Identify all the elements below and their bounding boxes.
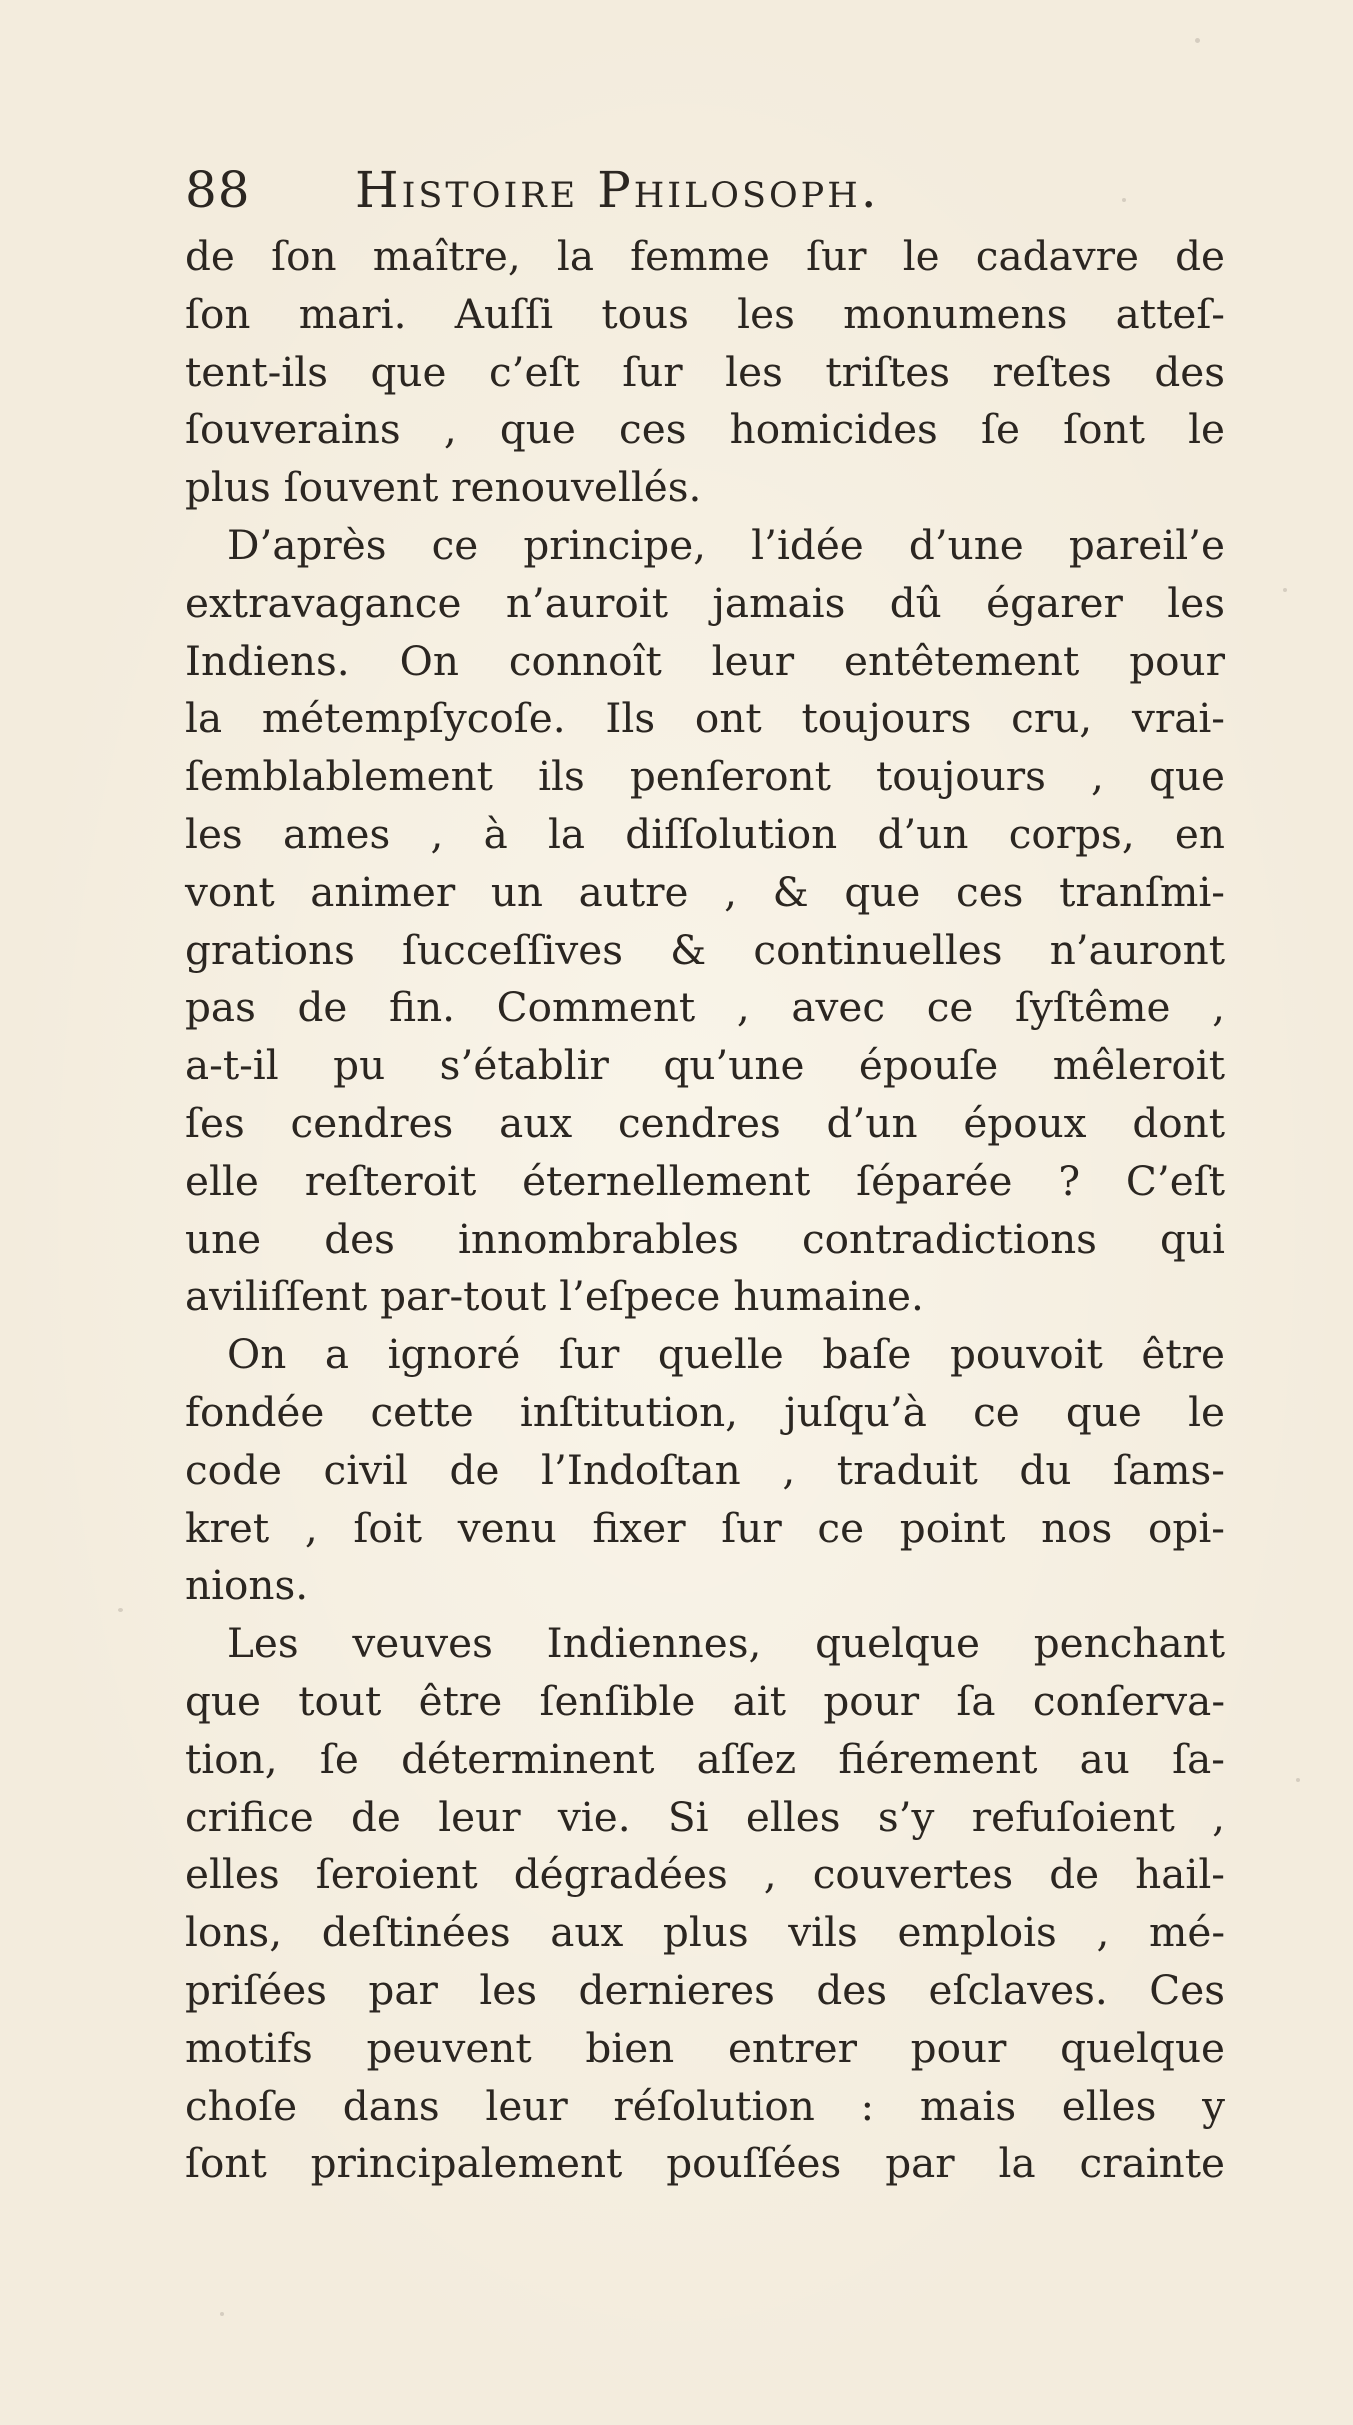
text-line: tion, ſe déterminent aſſez fiérement au ſa- xyxy=(185,1734,1225,1783)
paragraph-start-line: On a ignoré ſur quelle baſe pouvoit être xyxy=(227,1330,1225,1379)
text-line: choſe dans leur réſolution : mais elles y xyxy=(185,2081,1225,2130)
text-line: crifice de leur vie. Si elles s’y refuſoient , xyxy=(185,1792,1225,1841)
paper-speck xyxy=(1283,588,1287,592)
text-line: extravagance n’auroit jamais dû égarer les xyxy=(185,578,1225,627)
text-line: a-t-il pu s’établir qu’une épouſe mêleroit xyxy=(185,1041,1225,1090)
text-line: fondée cette inſtitution, juſqu’à ce que le xyxy=(185,1387,1225,1436)
text-line: plus ſouvent renouvellés. xyxy=(185,463,702,512)
text-line: la métempſycoſe. Ils ont toujours cru, vrai- xyxy=(185,694,1225,743)
text-line: priſées par les dernieres des eſclaves. Ces xyxy=(185,1965,1225,2014)
text-line: motifs peuvent bien entrer pour quelque xyxy=(185,2023,1225,2072)
paper-speck xyxy=(220,2312,224,2316)
page-number: 88 xyxy=(185,161,251,219)
text-line: nions. xyxy=(185,1561,309,1610)
paper-speck xyxy=(118,1608,123,1612)
text-line: aviliſſent par-tout l’eſpece humaine. xyxy=(185,1272,924,1321)
paper-speck xyxy=(1296,1778,1300,1782)
text-line: ſont principalement pouſſées par la crainte xyxy=(185,2139,1225,2188)
page-header xyxy=(185,155,1185,225)
paragraph-start-line: D’après ce principe, l’idée d’une pareil’e xyxy=(227,520,1225,569)
text-line: tent-ils que c’eſt ſur les triſtes reſtes des xyxy=(185,347,1225,396)
text-line: code civil de l’Indoſtan , traduit du ſams- xyxy=(185,1445,1225,1494)
text-line: elles ſeroient dégradées , couvertes de hail- xyxy=(185,1850,1225,1899)
body-text xyxy=(185,228,1225,2193)
text-line: pas de fin. Comment , avec ce ſyſtême , xyxy=(185,983,1225,1032)
paper-speck xyxy=(1195,38,1200,43)
running-title: Histoire Philosoph. xyxy=(355,161,880,219)
paper-speck xyxy=(1122,198,1126,202)
text-line: ſon mari. Auſſi tous les monumens atteſ- xyxy=(185,289,1225,338)
text-line: ſouverains , que ces homicides ſe ſont le xyxy=(185,405,1225,454)
text-line: ſemblablement ils penſeront toujours , que xyxy=(185,752,1225,801)
text-line: elle reſteroit éternellement ſéparée ? C’eſt xyxy=(185,1156,1225,1205)
text-line: grations ſucceſſives & continuelles n’auront xyxy=(185,925,1225,974)
text-line: kret , ſoit venu fixer ſur ce point nos opi- xyxy=(185,1503,1225,1552)
text-line: une des innombrables contradictions qui xyxy=(185,1214,1225,1263)
text-line: les ames , à la diſſolution d’un corps, en xyxy=(185,809,1225,858)
text-line: ſes cendres aux cendres d’un époux dont xyxy=(185,1098,1225,1147)
text-line: de ſon maître, la femme ſur le cadavre de xyxy=(185,232,1225,280)
text-line: Indiens. On connoît leur entêtement pour xyxy=(185,636,1225,685)
text-line: vont animer un autre , & que ces tranſmi- xyxy=(185,867,1225,916)
text-line: lons, deſtinées aux plus vils emplois , mé- xyxy=(185,1908,1225,1957)
text-line: que tout être ſenſible ait pour ſa conſerva- xyxy=(185,1676,1225,1725)
paragraph-start-line: Les veuves Indiennes, quelque penchant xyxy=(227,1619,1225,1668)
